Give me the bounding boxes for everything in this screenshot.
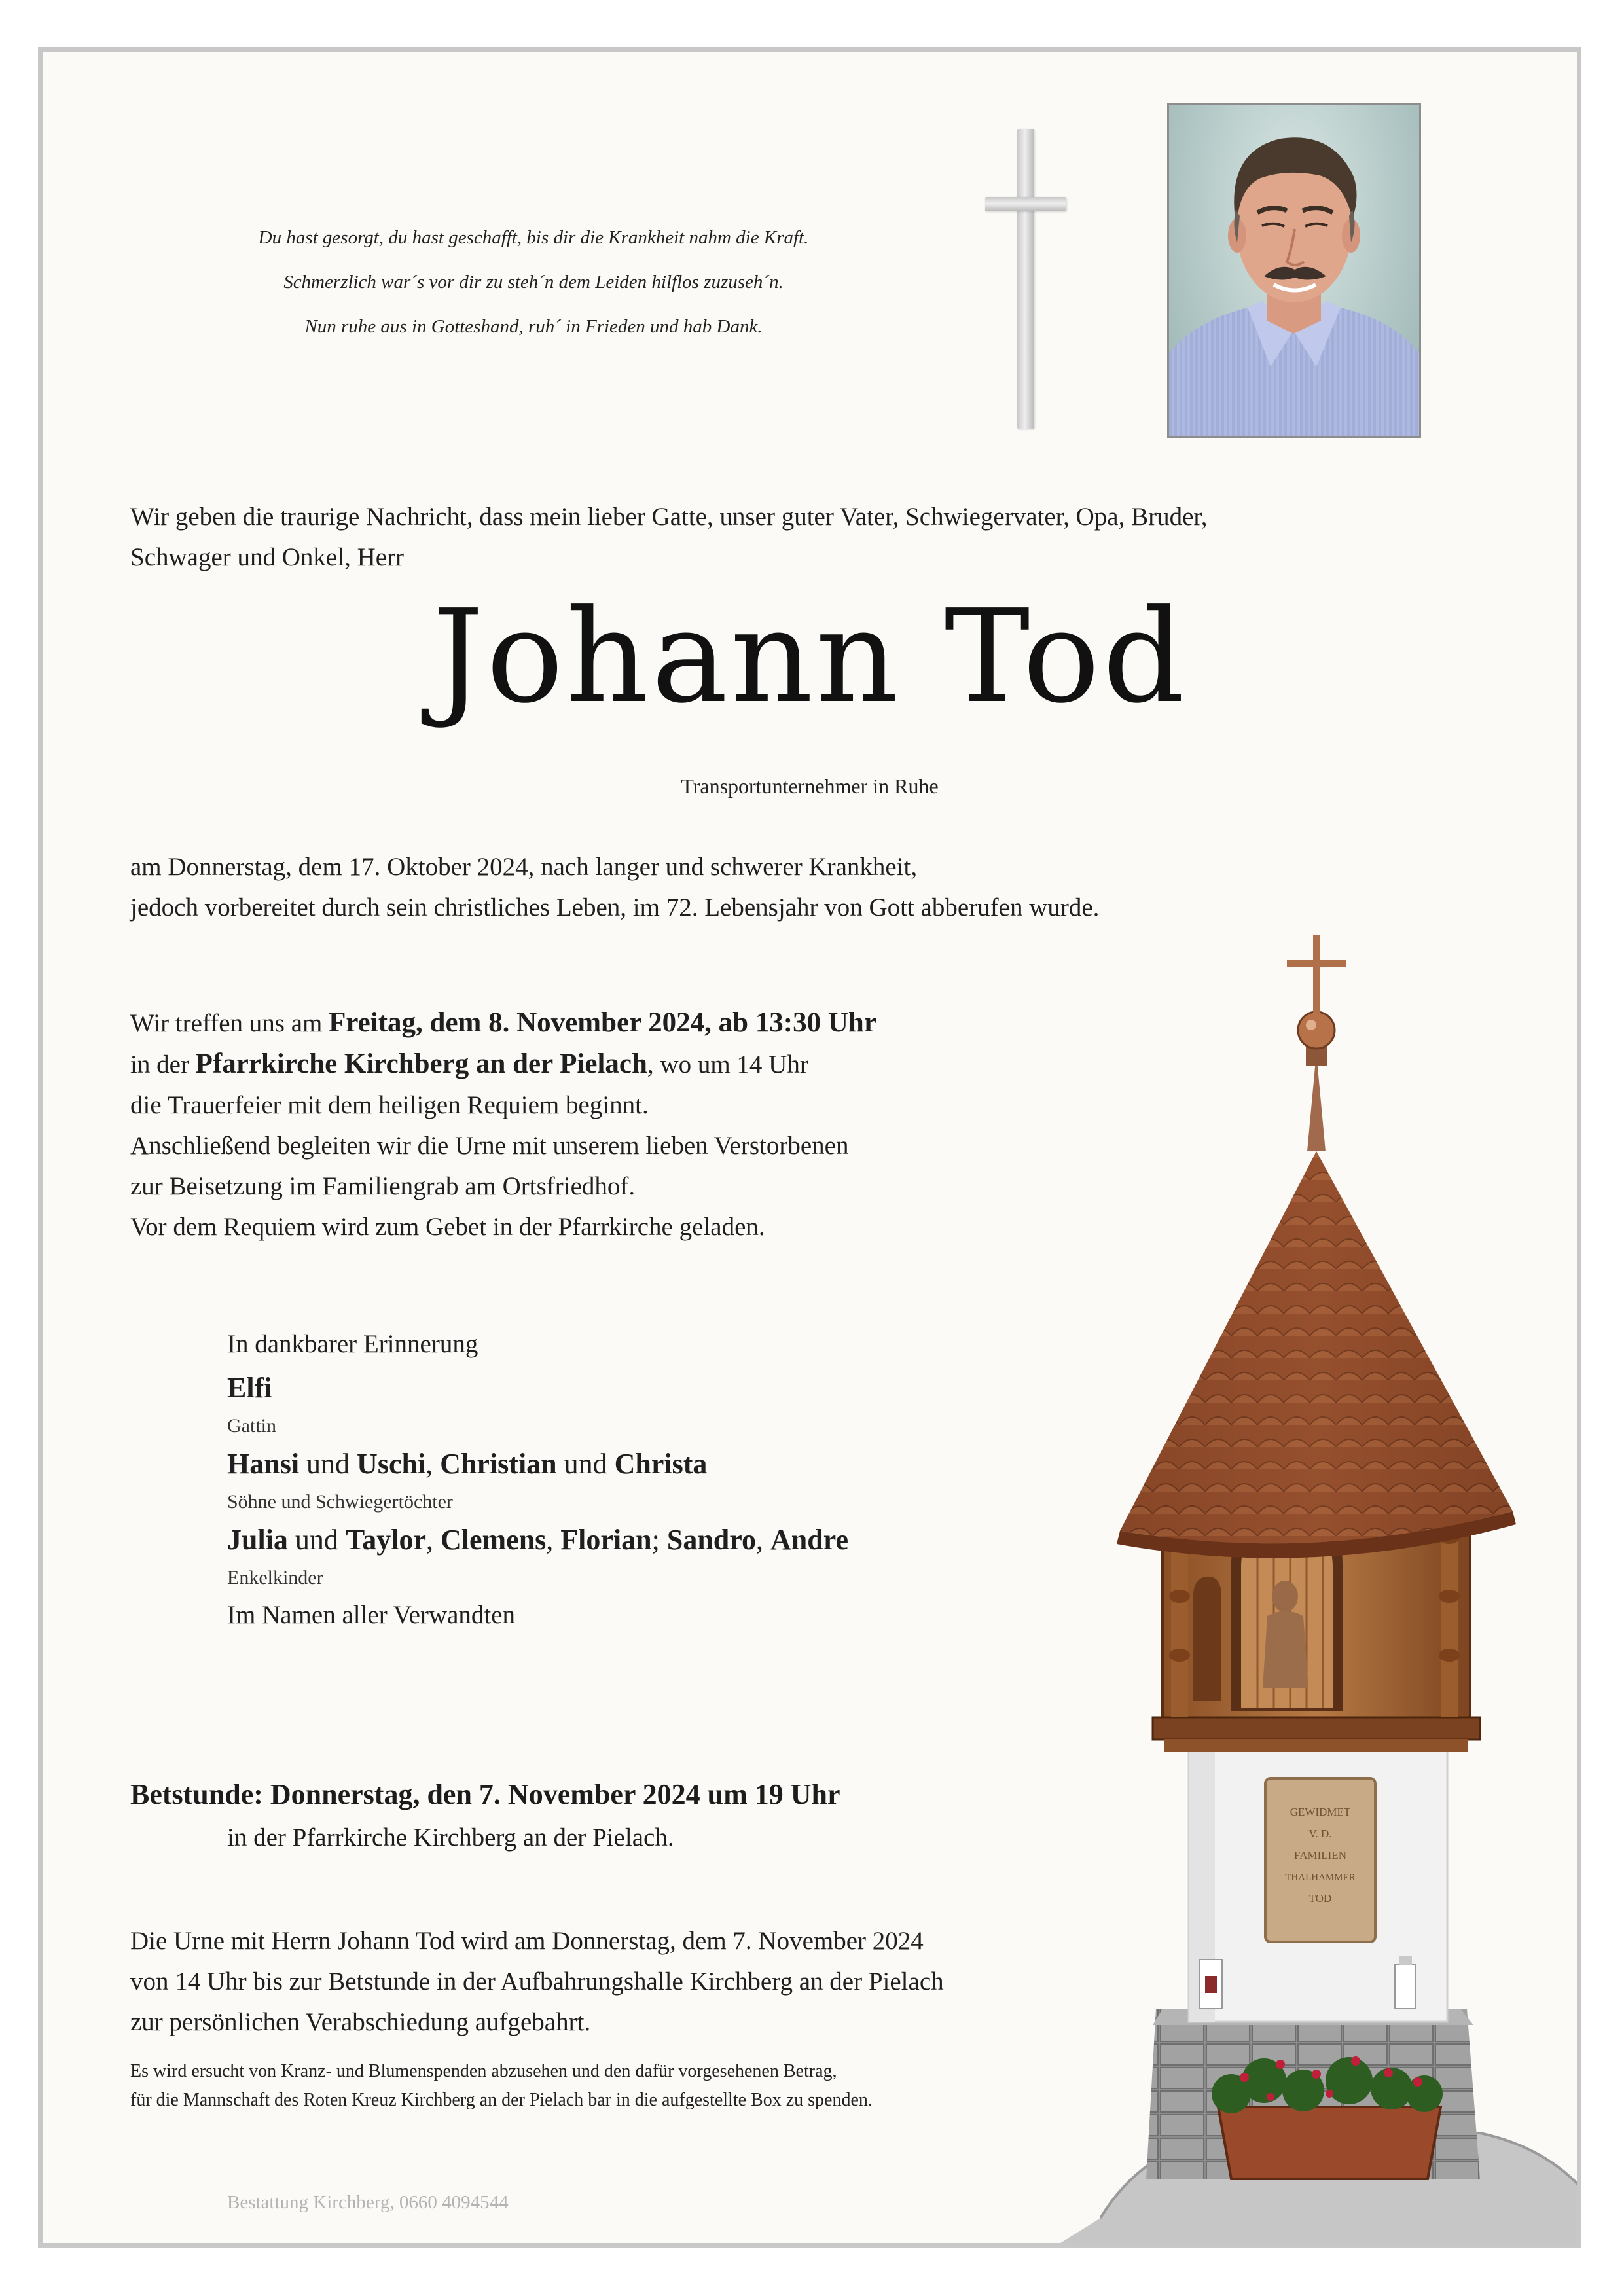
death-line: am Donnerstag, dem 17. Oktober 2024, nach langer und schwerer Krankheit, xyxy=(130,853,918,881)
donation-note xyxy=(130,2057,873,2115)
deceased-profession: Transportunternehmer in Ruhe xyxy=(681,774,939,798)
prayer-date: Betstunde: Donnerstag, den 7. November 2024 um 19 Uhr xyxy=(130,1778,840,1810)
connector: , xyxy=(756,1524,771,1556)
service-line: die Trauerfeier mit dem heiligen Requiem beginnt. xyxy=(130,1091,649,1119)
connector: , xyxy=(425,1524,441,1556)
mourner-name: Florian xyxy=(560,1524,652,1556)
urn-line: von 14 Uhr bis zur Betstunde in der Aufbahrungshalle Kirchberg an der Pielach xyxy=(130,1967,944,1996)
funeral-home-contact: Bestattung Kirchberg, 0660 4094544 xyxy=(227,2192,509,2213)
mourner-name: Andre xyxy=(770,1524,848,1556)
urn-line: zur persönlichen Verabschiedung aufgebahrt. xyxy=(130,2008,591,2036)
deceased-name: Johann Tod xyxy=(432,583,1187,732)
connector: und xyxy=(287,1524,346,1556)
service-line xyxy=(130,1044,876,1085)
death-notice xyxy=(130,847,1099,928)
portrait-photo xyxy=(1167,103,1421,438)
plaque-line: FAMILIEN xyxy=(1294,1849,1346,1861)
connector: , xyxy=(425,1448,441,1480)
service-line: zur Beisetzung im Familiengrab am Ortsfriedhof. xyxy=(130,1172,636,1200)
urn-viewing-info xyxy=(130,1921,944,2043)
death-line: jedoch vorbereitet durch sein christliches Leben, im 72. Lebensjahr von Gott abberufen wurde. xyxy=(130,893,1100,922)
mourner-name: Julia xyxy=(227,1524,288,1556)
wayside-shrine-image xyxy=(1022,935,1581,2248)
note-line: für die Mannschaft des Roten Kreuz Kirchberg an der Pielach bar in die aufgestellte Box zu spenden. xyxy=(130,2090,873,2110)
service-text: , wo um 14 Uhr xyxy=(647,1050,808,1079)
service-text: Wir treffen uns am xyxy=(130,1009,329,1037)
mourner-wife xyxy=(227,1366,848,1410)
service-line: Anschließend begleiten wir die Urne mit unserem lieben Verstorbenen xyxy=(130,1132,849,1160)
mourner-children xyxy=(227,1442,848,1486)
plaque-line: THALHAMMER xyxy=(1285,1873,1356,1883)
mourners-closing: Im Namen aller Verwandten xyxy=(227,1601,516,1629)
poem-line: Du hast gesorgt, du hast geschafft, bis dir die Krankheit nahm die Kraft. xyxy=(258,227,809,248)
parte-sheet xyxy=(38,47,1581,2248)
mourner-role: Enkelkinder xyxy=(227,1567,323,1588)
connector: und xyxy=(299,1448,357,1480)
mourner-role: Gattin xyxy=(227,1415,276,1437)
mourner-name: Uschi xyxy=(357,1448,426,1480)
urn-line: Die Urne mit Herrn Johann Tod wird am Donnerstag, dem 7. November 2024 xyxy=(130,1927,924,1955)
mourner-role: Söhne und Schwiegertöchter xyxy=(227,1491,453,1513)
mourner-grandchildren xyxy=(227,1518,848,1562)
service-church: Pfarrkirche Kirchberg an der Pielach xyxy=(195,1049,647,1079)
poem-line: Schmerzlich war´s vor dir zu steh´n dem Leiden hilflos zuzuseh´n. xyxy=(283,272,784,293)
plaque-line: V. D. xyxy=(1308,1827,1332,1840)
plaque-line: GEWIDMET xyxy=(1290,1806,1351,1818)
plaque-line: TOD xyxy=(1308,1892,1332,1905)
mourner-name: Christian xyxy=(440,1448,557,1480)
service-date: Freitag, dem 8. November 2024, ab 13:30 Uhr xyxy=(329,1007,876,1038)
funeral-service-info xyxy=(130,1003,876,1247)
announcement-intro xyxy=(130,497,1208,578)
portrait-illustration xyxy=(1169,105,1419,436)
mourner-name: Sandro xyxy=(666,1524,757,1556)
mourner-name: Hansi xyxy=(227,1448,300,1480)
mourners-heading: In dankbarer Erinnerung xyxy=(227,1330,478,1358)
poem xyxy=(206,215,861,349)
service-line xyxy=(130,1003,876,1044)
intro-line: Wir geben die traurige Nachricht, dass mein lieber Gatte, unser guter Vater, Schwiegervater, Opa, Bruder, xyxy=(130,503,1208,531)
connector: , xyxy=(546,1524,561,1556)
cross-icon xyxy=(1017,129,1034,429)
prayer-place: in der Pfarrkirche Kirchberg an der Pielach. xyxy=(227,1823,674,1852)
mourner-name: Taylor xyxy=(345,1524,426,1556)
mourners-list xyxy=(227,1323,848,1637)
prayer-heading xyxy=(130,1773,840,1816)
mourner-name: Christa xyxy=(614,1448,708,1480)
poem-line: Nun ruhe aus in Gotteshand, ruh´ in Frieden und hab Dank. xyxy=(304,316,763,337)
mourner-name: Clemens xyxy=(440,1524,547,1556)
connector: und xyxy=(556,1448,615,1480)
note-line: Es wird ersucht von Kranz- und Blumenspenden abzusehen und den dafür vorgesehenen Betrag, xyxy=(130,2061,837,2081)
prayer-hour xyxy=(130,1773,840,1859)
mourner-name: Elfi xyxy=(227,1372,272,1404)
intro-line: Schwager und Onkel, Herr xyxy=(130,543,405,571)
cross-icon-bar xyxy=(985,197,1066,211)
service-text: in der xyxy=(130,1050,196,1079)
service-line: Vor dem Requiem wird zum Gebet in der Pfarrkirche geladen. xyxy=(130,1213,765,1241)
connector: ; xyxy=(651,1524,667,1556)
